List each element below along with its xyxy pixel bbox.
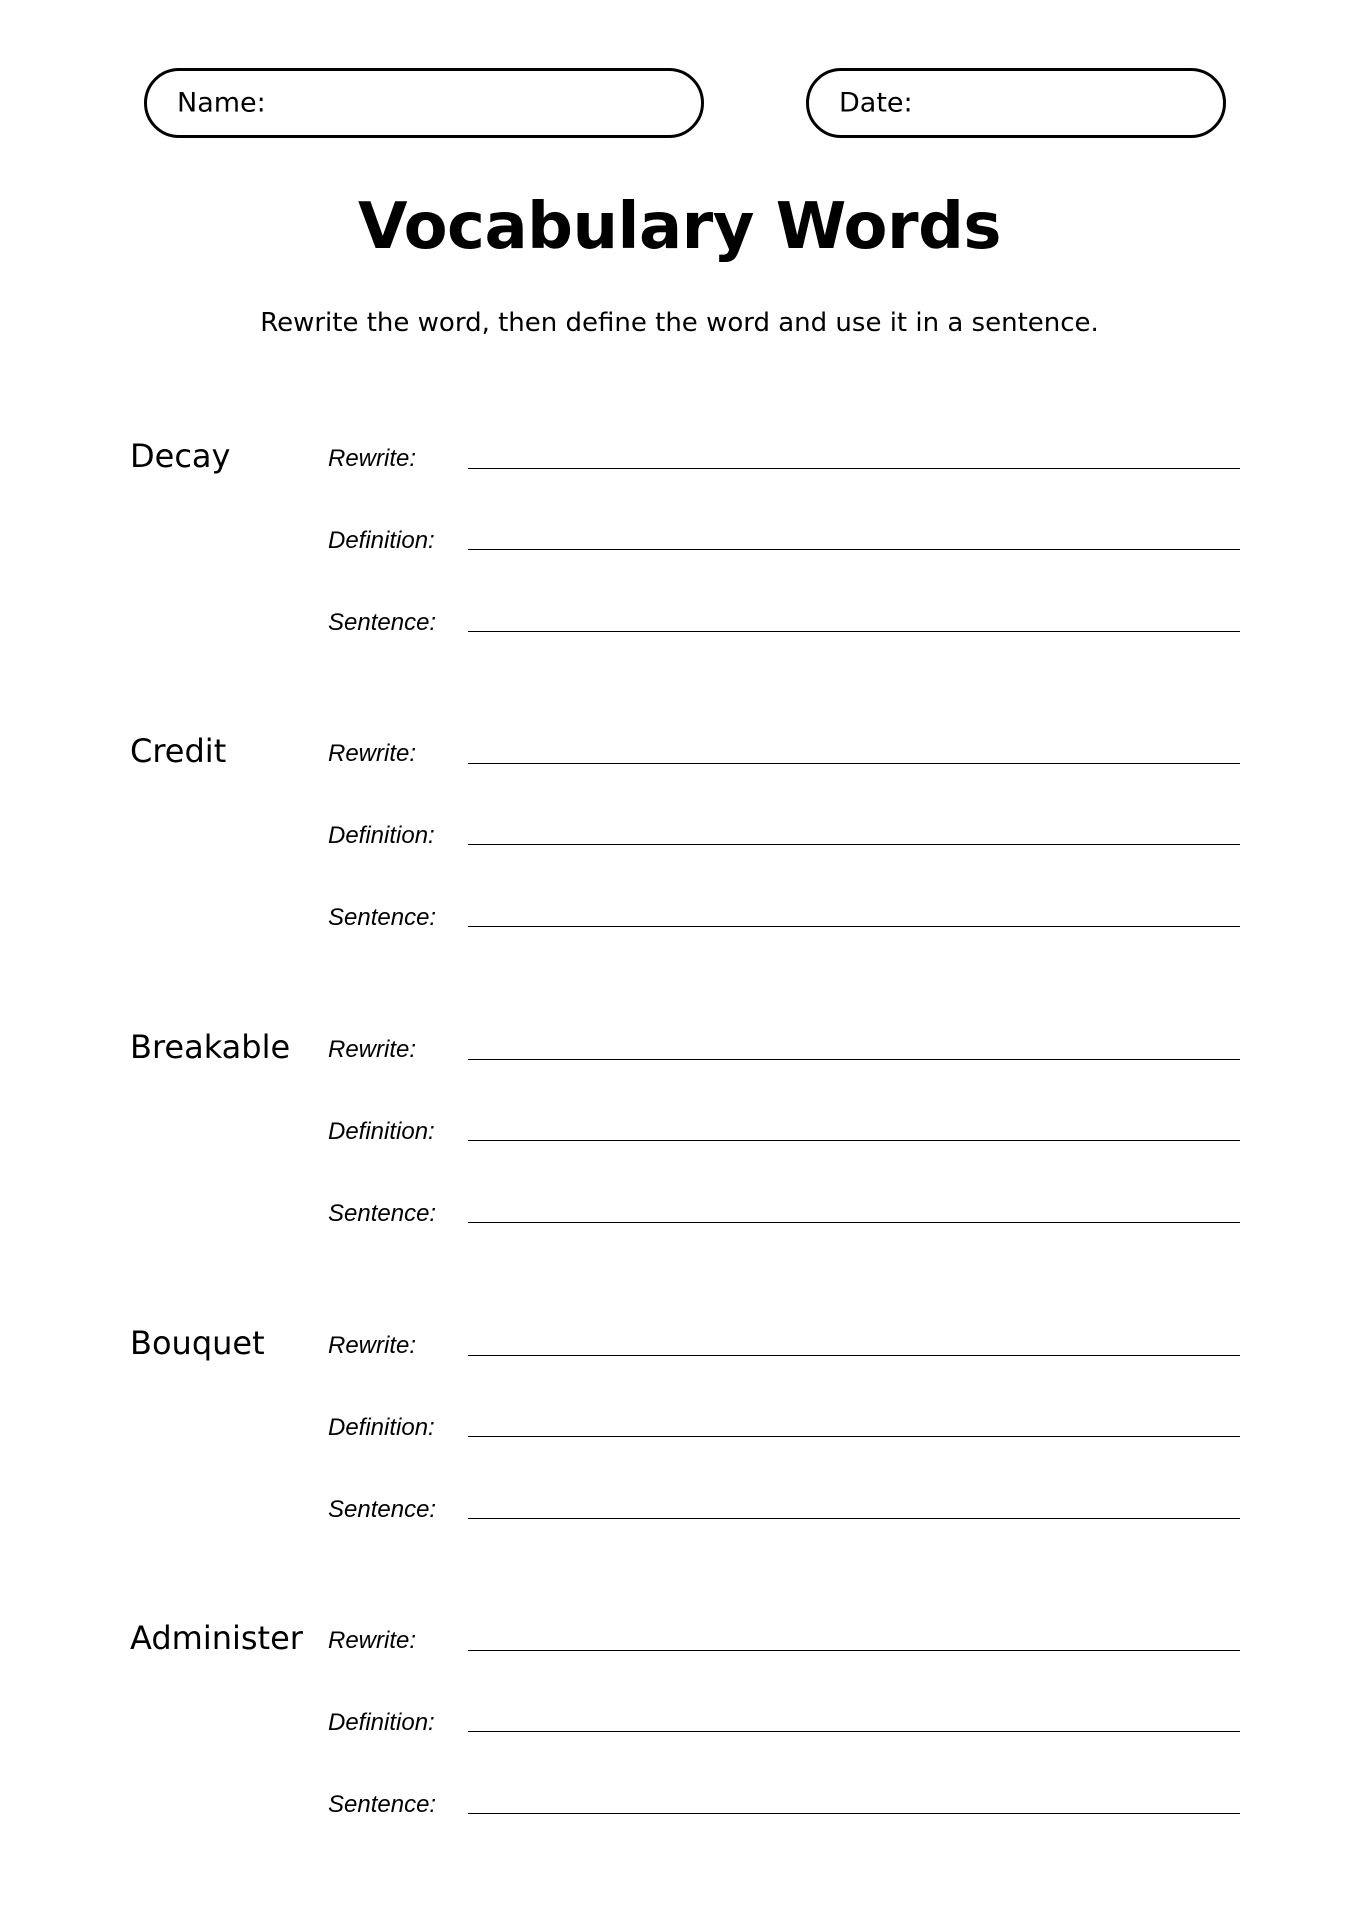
date-field[interactable] <box>806 68 1226 138</box>
vocab-entry-administer <box>0 1619 1359 1822</box>
definition-label: Definition: <box>328 822 435 849</box>
definition-line[interactable] <box>468 1436 1240 1437</box>
sentence-line[interactable] <box>468 631 1240 632</box>
definition-line[interactable] <box>468 1731 1240 1732</box>
sentence-line[interactable] <box>468 1813 1240 1814</box>
definition-line[interactable] <box>468 844 1240 845</box>
rewrite-line[interactable] <box>468 763 1240 764</box>
sentence-label: Sentence: <box>328 904 437 931</box>
vocab-word: Credit <box>130 732 227 770</box>
definition-label: Definition: <box>328 1118 435 1145</box>
rewrite-line[interactable] <box>468 468 1240 469</box>
vocab-word: Administer <box>130 1619 303 1657</box>
rewrite-line[interactable] <box>468 1355 1240 1356</box>
name-label: Name: <box>177 87 266 119</box>
rewrite-label: Rewrite: <box>328 1627 417 1654</box>
definition-label: Definition: <box>328 1709 435 1736</box>
vocab-word: Breakable <box>130 1028 291 1066</box>
page-title: Vocabulary Words <box>358 190 1001 264</box>
sentence-label: Sentence: <box>328 1791 437 1818</box>
rewrite-label: Rewrite: <box>328 1332 417 1359</box>
sentence-label: Sentence: <box>328 1496 437 1523</box>
rewrite-label: Rewrite: <box>328 1036 417 1063</box>
date-label: Date: <box>839 87 913 119</box>
rewrite-line[interactable] <box>468 1059 1240 1060</box>
instructions: Rewrite the word, then define the word and use it in a sentence. <box>260 308 1099 338</box>
definition-line[interactable] <box>468 1140 1240 1141</box>
definition-label: Definition: <box>328 527 435 554</box>
definition-line[interactable] <box>468 549 1240 550</box>
vocab-entry-decay <box>0 437 1359 640</box>
sentence-line[interactable] <box>468 1222 1240 1223</box>
sentence-line[interactable] <box>468 1518 1240 1519</box>
sentence-label: Sentence: <box>328 609 437 636</box>
vocab-entry-bouquet <box>0 1324 1359 1527</box>
vocab-entry-breakable <box>0 1028 1359 1231</box>
vocab-word: Decay <box>130 437 231 475</box>
rewrite-line[interactable] <box>468 1650 1240 1651</box>
definition-label: Definition: <box>328 1414 435 1441</box>
vocab-word: Bouquet <box>130 1324 265 1362</box>
rewrite-label: Rewrite: <box>328 740 417 767</box>
vocab-entry-credit <box>0 732 1359 935</box>
name-field[interactable] <box>144 68 704 138</box>
sentence-line[interactable] <box>468 926 1240 927</box>
sentence-label: Sentence: <box>328 1200 437 1227</box>
rewrite-label: Rewrite: <box>328 445 417 472</box>
